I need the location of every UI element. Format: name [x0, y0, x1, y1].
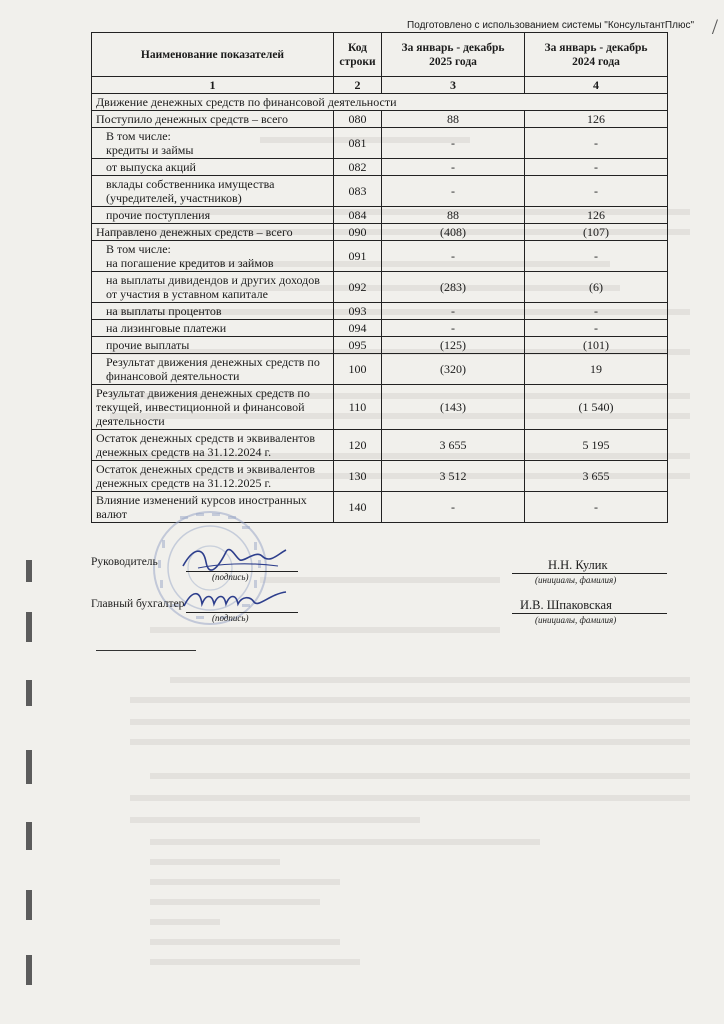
- table-row: [92, 430, 668, 461]
- line-code: 090: [334, 224, 382, 241]
- director-role: Руководитель: [91, 556, 158, 568]
- line-code: 080: [334, 111, 382, 128]
- indicator-name-line: Остаток денежных средств и эквивалентов: [96, 431, 316, 445]
- indicator-name-line: денежных средств на 31.12.2025 г.: [96, 476, 272, 490]
- value-current: -: [382, 303, 525, 320]
- value-previous: -: [525, 320, 668, 337]
- value-current: -: [382, 176, 525, 207]
- indicator-name-line: денежных средств на 31.12.2024 г.: [96, 445, 272, 459]
- accountant-name-caption: (инициалы, фамилия): [535, 615, 617, 625]
- table-row: [92, 176, 668, 207]
- table-row: [92, 303, 668, 320]
- table-row: [92, 159, 668, 176]
- header-period-current: За январь - декабрь 2025 года: [382, 33, 525, 77]
- column-number: 3: [382, 77, 525, 94]
- value-current: (125): [382, 337, 525, 354]
- indicator-name: от выпуска акций: [92, 159, 334, 176]
- table-row: [92, 111, 668, 128]
- value-current: -: [382, 128, 525, 159]
- indicator-name-line: Остаток денежных средств и эквивалентов: [96, 462, 316, 476]
- table-body: [92, 94, 668, 523]
- value-previous: (101): [525, 337, 668, 354]
- indicator-name: Поступило денежных средств – всего: [92, 111, 334, 128]
- line-code: 110: [334, 385, 382, 430]
- footnote-rule: [96, 650, 196, 651]
- line-code: 140: [334, 492, 382, 523]
- value-current: (320): [382, 354, 525, 385]
- indicator-name-line: (учредителей, участников): [106, 191, 242, 205]
- indicator-name: [92, 176, 334, 207]
- header-indicator: Наименование показателей: [92, 33, 334, 77]
- indicator-name: [92, 128, 334, 159]
- indicator-name: [92, 241, 334, 272]
- value-previous: (6): [525, 272, 668, 303]
- table-row: [92, 94, 668, 111]
- indicator-name-line: вклады собственника имущества: [106, 177, 275, 191]
- table-row: [92, 241, 668, 272]
- table-row: [92, 320, 668, 337]
- value-current: -: [382, 241, 525, 272]
- indicator-name: [92, 385, 334, 430]
- value-previous: (107): [525, 224, 668, 241]
- column-number: 2: [334, 77, 382, 94]
- column-number: 1: [92, 77, 334, 94]
- line-code: 130: [334, 461, 382, 492]
- indicator-name: [92, 354, 334, 385]
- indicator-name-line: текущей, инвестиционной и финансовой: [96, 400, 305, 414]
- line-code: 081: [334, 128, 382, 159]
- director-name-line: [512, 573, 667, 574]
- value-previous: -: [525, 176, 668, 207]
- value-previous: (1 540): [525, 385, 668, 430]
- value-previous: 5 195: [525, 430, 668, 461]
- line-code: 120: [334, 430, 382, 461]
- accountant-name-line: [512, 613, 667, 614]
- indicator-name-line: Результат движения денежных средств по: [96, 386, 310, 400]
- table-row: [92, 128, 668, 159]
- column-number-row: [92, 77, 668, 94]
- table-row: [92, 224, 668, 241]
- line-code: 084: [334, 207, 382, 224]
- indicator-name-line: Результат движения денежных средств по: [106, 355, 320, 369]
- line-code: 095: [334, 337, 382, 354]
- line-code: 082: [334, 159, 382, 176]
- indicator-name: прочие выплаты: [92, 337, 334, 354]
- chief-accountant-role: Главный бухгалтер: [91, 598, 185, 610]
- header-period-previous: За январь - декабрь 2024 года: [525, 33, 668, 77]
- column-number: 4: [525, 77, 668, 94]
- table-row: [92, 385, 668, 430]
- value-current: -: [382, 320, 525, 337]
- value-previous: -: [525, 159, 668, 176]
- value-current: 3 655: [382, 430, 525, 461]
- indicator-name-line: деятельности: [96, 414, 165, 428]
- indicator-name: на выплаты процентов: [92, 303, 334, 320]
- value-previous: 126: [525, 111, 668, 128]
- indicator-name-line: на выплаты дивидендов и других доходов: [106, 273, 320, 287]
- table-row: [92, 461, 668, 492]
- value-current: (283): [382, 272, 525, 303]
- indicator-name-line: валют: [96, 507, 127, 521]
- table-row: [92, 207, 668, 224]
- indicator-name: [92, 272, 334, 303]
- value-current: (408): [382, 224, 525, 241]
- line-code: 083: [334, 176, 382, 207]
- table-row: [92, 272, 668, 303]
- value-current: 88: [382, 111, 525, 128]
- director-name: Н.Н. Кулик: [548, 558, 608, 572]
- indicator-name-line: Влияние изменений курсов иностранных: [96, 493, 307, 507]
- indicator-name: [92, 461, 334, 492]
- table-header-row: [92, 33, 668, 77]
- value-current: -: [382, 159, 525, 176]
- indicator-name-line: В том числе:: [106, 129, 171, 143]
- indicator-name-line: на погашение кредитов и займов: [106, 256, 274, 270]
- line-code: 092: [334, 272, 382, 303]
- indicator-name-line: финансовой деятельности: [106, 369, 240, 383]
- line-code: 093: [334, 303, 382, 320]
- value-previous: -: [525, 128, 668, 159]
- indicator-name: Направлено денежных средств – всего: [92, 224, 334, 241]
- binding-marks: [22, 560, 36, 990]
- indicator-name-line: от участия в уставном капитале: [106, 287, 268, 301]
- value-previous: 19: [525, 354, 668, 385]
- indicator-name: [92, 430, 334, 461]
- line-code: 100: [334, 354, 382, 385]
- indicator-name-line: кредиты и займы: [106, 143, 194, 157]
- value-current: 3 512: [382, 461, 525, 492]
- header-code: Код строки: [334, 33, 382, 77]
- cash-flow-table: [91, 32, 668, 523]
- indicator-name: на лизинговые платежи: [92, 320, 334, 337]
- header-note: Подготовлено с использованием системы "КонсультантПлюс": [407, 20, 694, 31]
- line-code: 094: [334, 320, 382, 337]
- section-title: Движение денежных средств по финансовой деятельности: [92, 94, 668, 111]
- value-previous: 3 655: [525, 461, 668, 492]
- indicator-name-line: В том числе:: [106, 242, 171, 256]
- value-current: 88: [382, 207, 525, 224]
- value-previous: -: [525, 492, 668, 523]
- director-signature-caption: (подпись): [212, 572, 249, 582]
- accountant-signature-caption: (подпись): [212, 613, 249, 623]
- value-previous: -: [525, 303, 668, 320]
- value-current: (143): [382, 385, 525, 430]
- value-previous: 126: [525, 207, 668, 224]
- value-current: -: [382, 492, 525, 523]
- corner-scan-mark: /: [711, 14, 718, 39]
- table-row: [92, 337, 668, 354]
- indicator-name: прочие поступления: [92, 207, 334, 224]
- value-previous: -: [525, 241, 668, 272]
- accountant-name: И.В. Шпаковская: [520, 598, 612, 612]
- director-name-caption: (инициалы, фамилия): [535, 575, 617, 585]
- table-row: [92, 354, 668, 385]
- line-code: 091: [334, 241, 382, 272]
